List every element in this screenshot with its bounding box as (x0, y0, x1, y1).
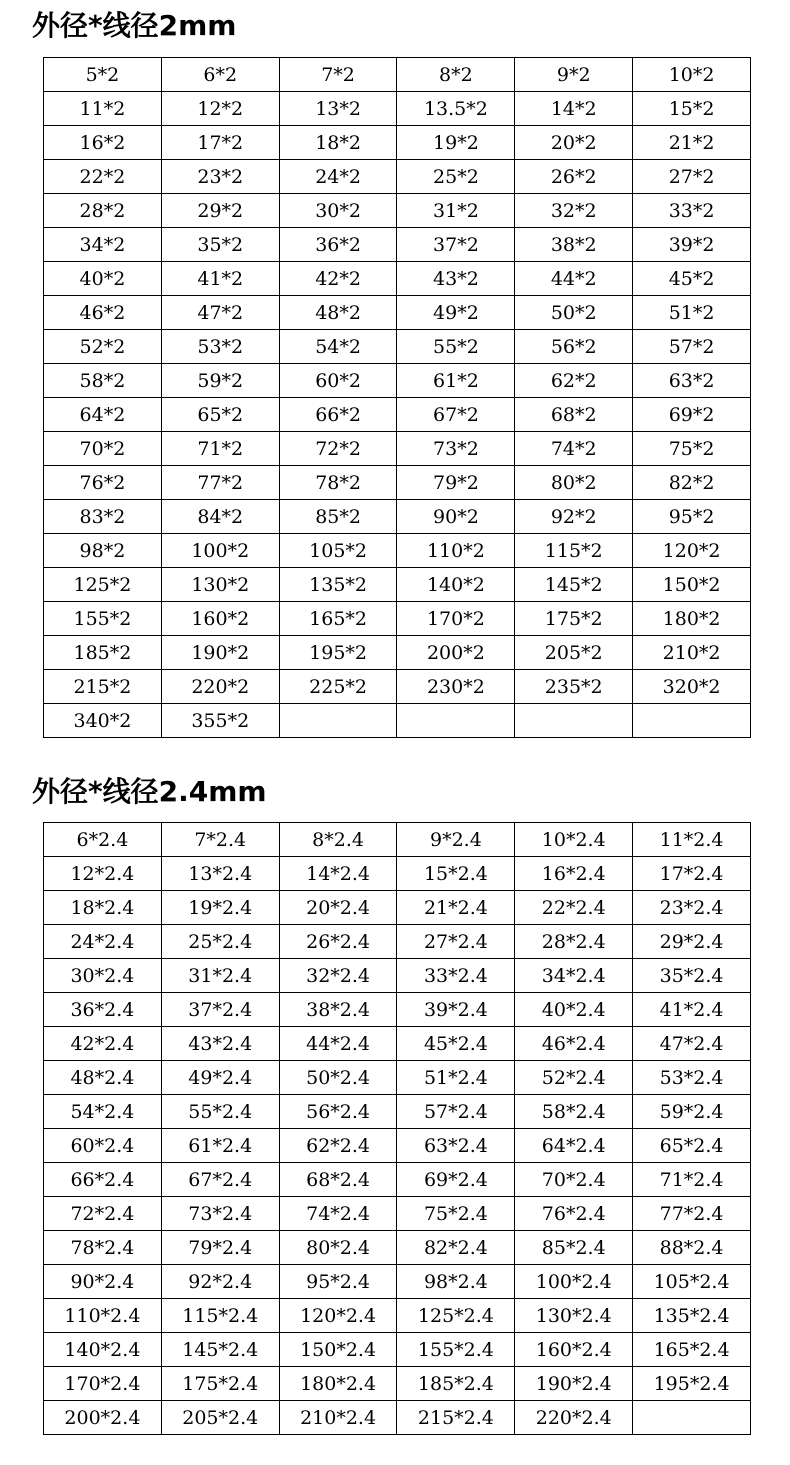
table-row (44, 194, 751, 228)
size-cell: 63*2.4 (397, 1129, 515, 1163)
size-cell: 180*2 (633, 602, 751, 636)
size-cell: 42*2 (279, 262, 397, 296)
size-cell: 25*2 (397, 160, 515, 194)
size-cell: 25*2.4 (161, 925, 279, 959)
size-cell: 52*2 (44, 330, 162, 364)
size-cell: 54*2.4 (44, 1095, 162, 1129)
size-cell: 77*2.4 (633, 1197, 751, 1231)
size-cell: 45*2 (633, 262, 751, 296)
section-heading-2mm: 外径*线径2mm (32, 9, 237, 42)
size-cell: 21*2 (633, 126, 751, 160)
table-row (44, 1197, 751, 1231)
size-cell: 190*2.4 (515, 1367, 633, 1401)
table-row (44, 364, 751, 398)
size-cell: 170*2.4 (44, 1367, 162, 1401)
size-cell: 155*2.4 (397, 1333, 515, 1367)
size-cell: 59*2.4 (633, 1095, 751, 1129)
table-row (44, 1027, 751, 1061)
table-row (44, 58, 751, 92)
size-cell: 210*2 (633, 636, 751, 670)
size-cell: 7*2.4 (161, 823, 279, 857)
size-cell: 70*2.4 (515, 1163, 633, 1197)
size-cell: 175*2 (515, 602, 633, 636)
size-cell: 150*2.4 (279, 1333, 397, 1367)
size-cell: 14*2.4 (279, 857, 397, 891)
size-cell: 16*2 (44, 126, 162, 160)
size-cell: 79*2.4 (161, 1231, 279, 1265)
table-row (44, 959, 751, 993)
size-cell: 225*2 (279, 670, 397, 704)
size-cell: 51*2 (633, 296, 751, 330)
size-cell: 8*2.4 (279, 823, 397, 857)
size-cell: 235*2 (515, 670, 633, 704)
size-cell: 43*2 (397, 262, 515, 296)
size-cell: 72*2.4 (44, 1197, 162, 1231)
size-cell: 40*2.4 (515, 993, 633, 1027)
size-cell: 185*2.4 (397, 1367, 515, 1401)
table-row (44, 1265, 751, 1299)
size-cell: 57*2.4 (397, 1095, 515, 1129)
size-cell: 63*2 (633, 364, 751, 398)
size-cell: 19*2 (397, 126, 515, 160)
size-cell: 9*2 (515, 58, 633, 92)
size-cell: 75*2.4 (397, 1197, 515, 1231)
size-cell: 80*2 (515, 466, 633, 500)
size-cell: 150*2 (633, 568, 751, 602)
size-cell: 73*2 (397, 432, 515, 466)
size-cell: 77*2 (161, 466, 279, 500)
size-cell: 110*2 (397, 534, 515, 568)
size-cell: 115*2 (515, 534, 633, 568)
size-cell: 12*2.4 (44, 857, 162, 891)
size-cell: 44*2.4 (279, 1027, 397, 1061)
size-cell: 35*2.4 (633, 959, 751, 993)
table-row (44, 1231, 751, 1265)
size-cell: 82*2 (633, 466, 751, 500)
table-row (44, 432, 751, 466)
size-cell: 130*2 (161, 568, 279, 602)
size-cell: 40*2 (44, 262, 162, 296)
size-cell: 80*2.4 (279, 1231, 397, 1265)
size-cell: 69*2 (633, 398, 751, 432)
size-cell: 7*2 (279, 58, 397, 92)
table-row (44, 636, 751, 670)
size-cell: 46*2 (44, 296, 162, 330)
size-cell: 20*2 (515, 126, 633, 160)
size-cell: 165*2.4 (633, 1333, 751, 1367)
size-cell: 180*2.4 (279, 1367, 397, 1401)
size-cell: 52*2.4 (515, 1061, 633, 1095)
table-row (44, 262, 751, 296)
size-cell: 78*2 (279, 466, 397, 500)
size-cell: 34*2.4 (515, 959, 633, 993)
size-cell: 62*2.4 (279, 1129, 397, 1163)
size-cell: 5*2 (44, 58, 162, 92)
size-cell: 98*2.4 (397, 1265, 515, 1299)
size-cell: 27*2 (633, 160, 751, 194)
size-cell: 59*2 (161, 364, 279, 398)
size-cell: 39*2.4 (397, 993, 515, 1027)
size-cell: 100*2.4 (515, 1265, 633, 1299)
table-row (44, 160, 751, 194)
size-cell: 71*2 (161, 432, 279, 466)
size-cell: 205*2 (515, 636, 633, 670)
empty-cell (397, 704, 515, 738)
size-cell: 13*2.4 (161, 857, 279, 891)
size-cell: 32*2 (515, 194, 633, 228)
empty-cell (279, 704, 397, 738)
size-cell: 24*2 (279, 160, 397, 194)
size-cell: 205*2.4 (161, 1401, 279, 1435)
table-row (44, 126, 751, 160)
size-cell: 55*2.4 (161, 1095, 279, 1129)
size-cell: 44*2 (515, 262, 633, 296)
table-row (44, 296, 751, 330)
size-cell: 23*2 (161, 160, 279, 194)
size-cell: 145*2 (515, 568, 633, 602)
size-cell: 35*2 (161, 228, 279, 262)
size-cell: 56*2 (515, 330, 633, 364)
size-cell: 32*2.4 (279, 959, 397, 993)
size-cell: 47*2 (161, 296, 279, 330)
table-row (44, 568, 751, 602)
size-cell: 24*2.4 (44, 925, 162, 959)
size-cell: 65*2.4 (633, 1129, 751, 1163)
size-cell: 22*2 (44, 160, 162, 194)
size-cell: 68*2.4 (279, 1163, 397, 1197)
table-row (44, 1401, 751, 1435)
size-cell: 61*2 (397, 364, 515, 398)
size-cell: 29*2.4 (633, 925, 751, 959)
size-cell: 84*2 (161, 500, 279, 534)
size-cell: 90*2.4 (44, 1265, 162, 1299)
size-cell: 73*2.4 (161, 1197, 279, 1231)
size-cell: 66*2.4 (44, 1163, 162, 1197)
size-cell: 200*2 (397, 636, 515, 670)
table-row (44, 330, 751, 364)
size-cell: 58*2.4 (515, 1095, 633, 1129)
table-row (44, 602, 751, 636)
size-cell: 90*2 (397, 500, 515, 534)
size-cell: 92*2.4 (161, 1265, 279, 1299)
section-heading-2-4mm: 外径*线径2.4mm (32, 775, 267, 808)
size-cell: 36*2.4 (44, 993, 162, 1027)
size-cell: 70*2 (44, 432, 162, 466)
size-cell: 21*2.4 (397, 891, 515, 925)
size-cell: 33*2 (633, 194, 751, 228)
size-cell: 16*2.4 (515, 857, 633, 891)
size-cell: 28*2 (44, 194, 162, 228)
size-cell: 51*2.4 (397, 1061, 515, 1095)
table-row (44, 670, 751, 704)
size-cell: 41*2.4 (633, 993, 751, 1027)
size-cell: 39*2 (633, 228, 751, 262)
size-cell: 55*2 (397, 330, 515, 364)
size-cell: 78*2.4 (44, 1231, 162, 1265)
size-cell: 195*2.4 (633, 1367, 751, 1401)
size-cell: 26*2 (515, 160, 633, 194)
size-cell: 36*2 (279, 228, 397, 262)
size-cell: 45*2.4 (397, 1027, 515, 1061)
size-cell: 18*2 (279, 126, 397, 160)
size-cell: 160*2.4 (515, 1333, 633, 1367)
size-cell: 18*2.4 (44, 891, 162, 925)
size-cell: 54*2 (279, 330, 397, 364)
size-cell: 88*2.4 (633, 1231, 751, 1265)
size-cell: 64*2.4 (515, 1129, 633, 1163)
size-cell: 120*2 (633, 534, 751, 568)
size-cell: 175*2.4 (161, 1367, 279, 1401)
table-row (44, 891, 751, 925)
size-cell: 19*2.4 (161, 891, 279, 925)
size-cell: 10*2.4 (515, 823, 633, 857)
table-row (44, 1061, 751, 1095)
size-cell: 46*2.4 (515, 1027, 633, 1061)
size-cell: 17*2 (161, 126, 279, 160)
size-cell: 17*2.4 (633, 857, 751, 891)
table-row (44, 993, 751, 1027)
size-cell: 320*2 (633, 670, 751, 704)
size-cell: 56*2.4 (279, 1095, 397, 1129)
size-cell: 165*2 (279, 602, 397, 636)
size-cell: 76*2 (44, 466, 162, 500)
table-row (44, 857, 751, 891)
size-cell: 68*2 (515, 398, 633, 432)
table-row (44, 92, 751, 126)
size-cell: 48*2 (279, 296, 397, 330)
size-cell: 115*2.4 (161, 1299, 279, 1333)
size-cell: 49*2.4 (161, 1061, 279, 1095)
size-cell: 15*2 (633, 92, 751, 126)
size-cell: 29*2 (161, 194, 279, 228)
size-cell: 220*2 (161, 670, 279, 704)
size-cell: 230*2 (397, 670, 515, 704)
table-row (44, 1095, 751, 1129)
size-cell: 26*2.4 (279, 925, 397, 959)
size-cell: 340*2 (44, 704, 162, 738)
size-cell: 30*2.4 (44, 959, 162, 993)
size-cell: 53*2 (161, 330, 279, 364)
size-cell: 57*2 (633, 330, 751, 364)
size-cell: 23*2.4 (633, 891, 751, 925)
table-row (44, 228, 751, 262)
size-cell: 38*2.4 (279, 993, 397, 1027)
size-cell: 60*2.4 (44, 1129, 162, 1163)
size-cell: 12*2 (161, 92, 279, 126)
size-cell: 76*2.4 (515, 1197, 633, 1231)
size-cell: 145*2.4 (161, 1333, 279, 1367)
size-cell: 120*2.4 (279, 1299, 397, 1333)
size-cell: 98*2 (44, 534, 162, 568)
size-cell: 195*2 (279, 636, 397, 670)
size-cell: 42*2.4 (44, 1027, 162, 1061)
size-table-2mm (43, 57, 751, 738)
size-cell: 105*2.4 (633, 1265, 751, 1299)
size-cell: 31*2.4 (161, 959, 279, 993)
size-cell: 140*2.4 (44, 1333, 162, 1367)
size-cell: 67*2.4 (161, 1163, 279, 1197)
size-cell: 14*2 (515, 92, 633, 126)
size-cell: 33*2.4 (397, 959, 515, 993)
table-row (44, 925, 751, 959)
size-cell: 13.5*2 (397, 92, 515, 126)
size-cell: 27*2.4 (397, 925, 515, 959)
table-row (44, 500, 751, 534)
size-cell: 37*2 (397, 228, 515, 262)
table-row (44, 704, 751, 738)
size-cell: 30*2 (279, 194, 397, 228)
size-cell: 95*2 (633, 500, 751, 534)
size-cell: 105*2 (279, 534, 397, 568)
size-cell: 125*2.4 (397, 1299, 515, 1333)
size-cell: 65*2 (161, 398, 279, 432)
size-cell: 60*2 (279, 364, 397, 398)
size-cell: 200*2.4 (44, 1401, 162, 1435)
size-cell: 6*2 (161, 58, 279, 92)
size-cell: 61*2.4 (161, 1129, 279, 1163)
size-cell: 11*2 (44, 92, 162, 126)
size-cell: 79*2 (397, 466, 515, 500)
size-cell: 71*2.4 (633, 1163, 751, 1197)
size-cell: 125*2 (44, 568, 162, 602)
table-row (44, 1299, 751, 1333)
size-cell: 215*2.4 (397, 1401, 515, 1435)
size-cell: 72*2 (279, 432, 397, 466)
table-row (44, 1333, 751, 1367)
size-cell: 47*2.4 (633, 1027, 751, 1061)
size-cell: 6*2.4 (44, 823, 162, 857)
size-cell: 11*2.4 (633, 823, 751, 857)
size-cell: 85*2.4 (515, 1231, 633, 1265)
size-cell: 31*2 (397, 194, 515, 228)
size-cell: 49*2 (397, 296, 515, 330)
table-row (44, 823, 751, 857)
empty-cell (633, 704, 751, 738)
size-cell: 8*2 (397, 58, 515, 92)
size-cell: 41*2 (161, 262, 279, 296)
size-cell: 67*2 (397, 398, 515, 432)
size-cell: 190*2 (161, 636, 279, 670)
size-cell: 83*2 (44, 500, 162, 534)
size-cell: 10*2 (633, 58, 751, 92)
size-cell: 210*2.4 (279, 1401, 397, 1435)
size-cell: 15*2.4 (397, 857, 515, 891)
size-cell: 75*2 (633, 432, 751, 466)
size-cell: 185*2 (44, 636, 162, 670)
size-cell: 13*2 (279, 92, 397, 126)
table-row (44, 1129, 751, 1163)
size-cell: 110*2.4 (44, 1299, 162, 1333)
size-cell: 9*2.4 (397, 823, 515, 857)
size-cell: 155*2 (44, 602, 162, 636)
size-cell: 43*2.4 (161, 1027, 279, 1061)
size-cell: 355*2 (161, 704, 279, 738)
size-cell: 66*2 (279, 398, 397, 432)
size-cell: 135*2 (279, 568, 397, 602)
empty-cell (515, 704, 633, 738)
size-cell: 64*2 (44, 398, 162, 432)
size-cell: 215*2 (44, 670, 162, 704)
table-row (44, 466, 751, 500)
size-table-2-4mm (43, 822, 751, 1435)
table-row (44, 1367, 751, 1401)
size-cell: 58*2 (44, 364, 162, 398)
size-cell: 135*2.4 (633, 1299, 751, 1333)
size-cell: 160*2 (161, 602, 279, 636)
size-cell: 100*2 (161, 534, 279, 568)
size-cell: 170*2 (397, 602, 515, 636)
size-cell: 38*2 (515, 228, 633, 262)
size-cell: 95*2.4 (279, 1265, 397, 1299)
size-cell: 53*2.4 (633, 1061, 751, 1095)
table-row (44, 534, 751, 568)
size-cell: 82*2.4 (397, 1231, 515, 1265)
size-cell: 20*2.4 (279, 891, 397, 925)
size-cell: 50*2 (515, 296, 633, 330)
size-cell: 62*2 (515, 364, 633, 398)
size-cell: 48*2.4 (44, 1061, 162, 1095)
size-cell: 74*2.4 (279, 1197, 397, 1231)
size-cell: 85*2 (279, 500, 397, 534)
size-cell: 130*2.4 (515, 1299, 633, 1333)
size-cell: 37*2.4 (161, 993, 279, 1027)
size-cell: 140*2 (397, 568, 515, 602)
table-row (44, 398, 751, 432)
empty-cell (633, 1401, 751, 1435)
size-cell: 220*2.4 (515, 1401, 633, 1435)
size-cell: 74*2 (515, 432, 633, 466)
size-cell: 50*2.4 (279, 1061, 397, 1095)
size-cell: 28*2.4 (515, 925, 633, 959)
size-cell: 92*2 (515, 500, 633, 534)
size-cell: 34*2 (44, 228, 162, 262)
size-cell: 22*2.4 (515, 891, 633, 925)
table-row (44, 1163, 751, 1197)
size-cell: 69*2.4 (397, 1163, 515, 1197)
